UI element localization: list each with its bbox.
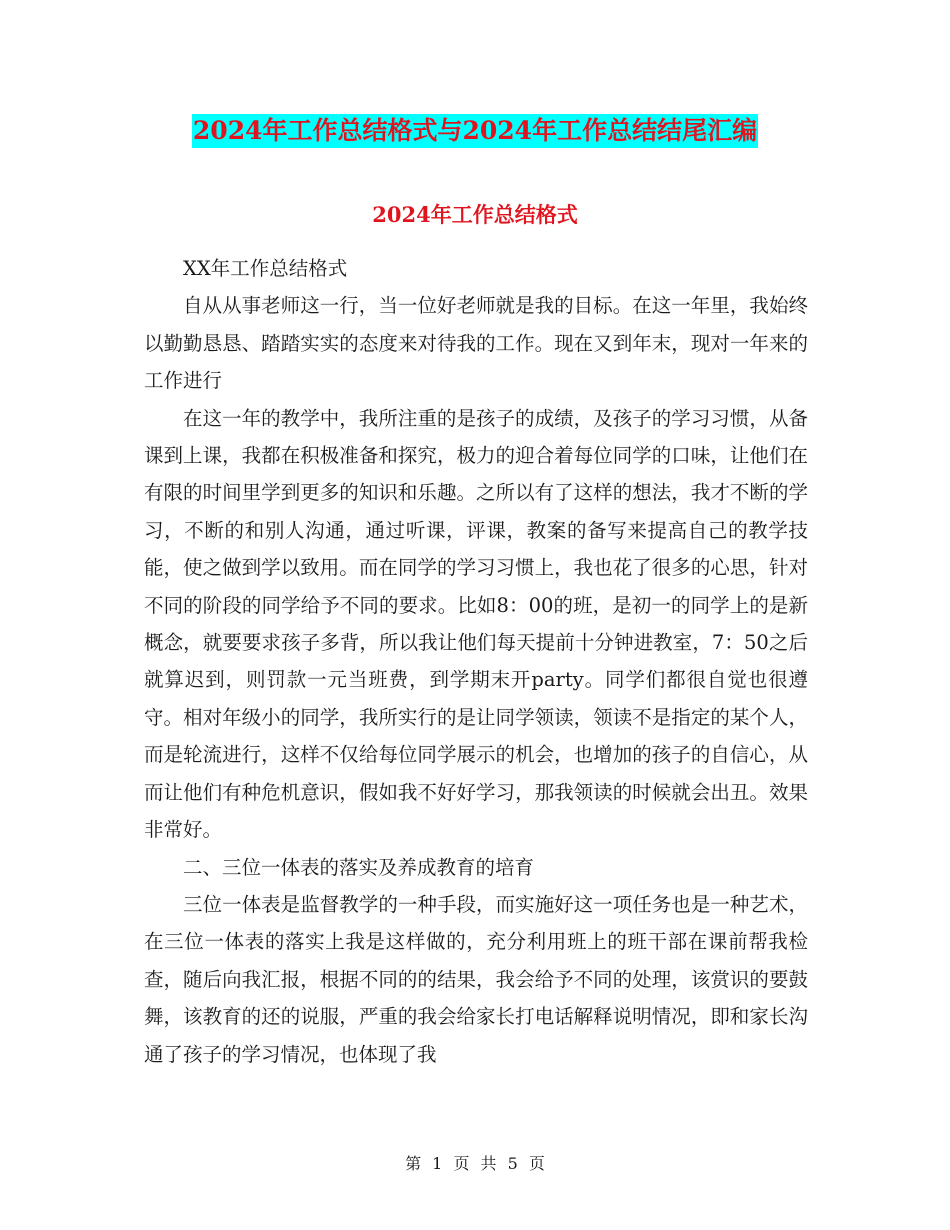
main-title-wrapper [0,114,950,148]
body-text [144,250,808,1073]
paragraph: 在这一年的教学中，我所注重的是孩子的成绩，及孩子的学习习惯，从备课到上课，我都在积极准备和探究，极力的迎合着每位同学的口味，让他们在有限的时间里学到更多的知识和乐趣。之所以有了这样的想法，我才不断的学习，不断的和别人沟通，通过听课，评课，教案的备写来提高自己的教学技能，使之做到学以致用。而在同学的学习习惯上，我也花了很多的心思，针对不同的阶段的同学给予不同的要求。比如8：00的班，是初一的同学上的是新概念，就要要求孩子多背，所以我让他们每天提前十分钟进教室，7：50之后就算迟到，则罚款一元当班费，到学期末开party。同学们都很自觉也很遵守。相对年级小的同学，我所实行的是让同学领读，领读不是指定的某个人，而是轮流进行，这样不仅给每位同学展示的机会，也增加的孩子的自信心，从而让他们有种危机意识，假如我不好好学习，那我领读的时候就会出丑。效果非常好。 [144,406,808,842]
paragraph-heading: XX年工作总结格式 [183,257,348,280]
paragraph: 三位一体表是监督教学的一种手段，而实施好这一项任务也是一种艺术，在三位一体表的落实上我是这样做的，充分利用班上的班干部在课前帮我检查，随后向我汇报，根据不同的的结果，我会给予不同的处理，该赏识的要鼓舞，该教育的还的说服，严重的我会给家长打电话解释说明情况，即和家长沟通了孩子的学习情况，也体现了我 [144,892,808,1066]
section-title: 2024年工作总结格式 [372,202,578,227]
page-footer: 第 1 页 共 5 页 [405,1154,545,1173]
paragraph: 自从从事老师这一行，当一位好老师就是我的目标。在这一年里，我始终以勤勤恳恳、踏踏实实的态度来对待我的工作。现在又到年末，现对一年来的工作进行 [144,294,808,393]
main-title: 2024年工作总结格式与2024年工作总结结尾汇编 [192,114,758,148]
paragraph-heading: 二、三位一体表的落实及养成教育的培育 [183,855,535,879]
